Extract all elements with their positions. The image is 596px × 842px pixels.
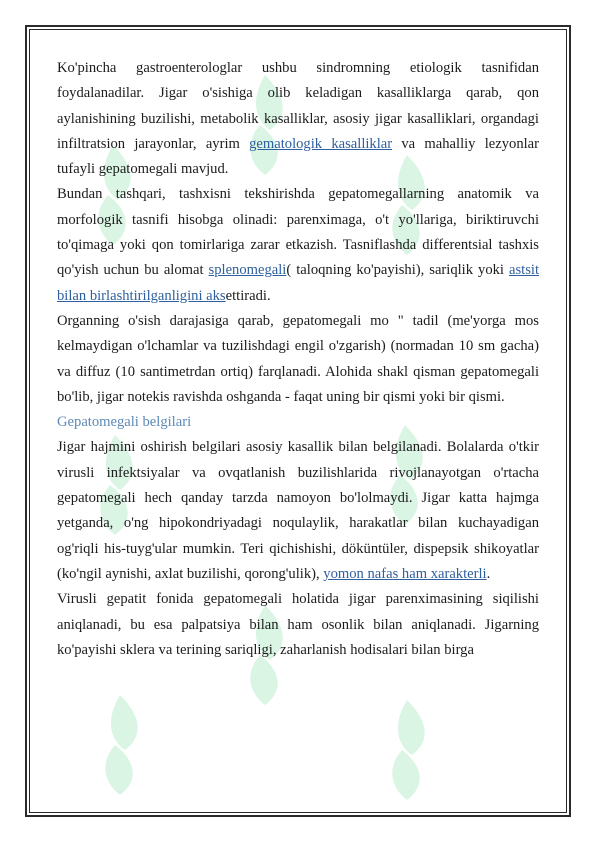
section-heading: Gepatomegali belgilari <box>57 414 192 431</box>
link-bad-breath[interactable]: yomon nafas ham xarakterli <box>323 565 487 582</box>
paragraph-text: ettiradi. <box>225 287 271 304</box>
paragraph-text: Ko'pincha gastroenterologlar ushbu sindromning etiologik tasnifidan foydalanadilar. Jigar o'sishiga olib keladigan kasalliklarga qarab, qon aylanishining buzilishi, metabolik kasalliklar, asosiy jigar kasalliklari, organdagi infiltratsion jarayonlar, ayrim <box>57 60 539 152</box>
paragraph-signs <box>57 435 539 587</box>
paragraph-text: ( taloqning ko'payishi), sariqlik yoki <box>286 262 509 279</box>
paragraph-classification <box>57 182 539 308</box>
paragraph-text: . <box>486 565 491 582</box>
link-ascites[interactable]: astsit bilan birlashtirilganligini aks <box>57 262 539 304</box>
link-hematologic-diseases[interactable]: gematologik kasalliklar <box>249 135 393 152</box>
document-body <box>57 56 539 663</box>
paragraph-text: va mahalliy lezyonlar tufayli gepatomegali mavjud. <box>57 135 540 178</box>
link-splenomegaly[interactable]: splenomegali <box>208 262 287 279</box>
paragraph-viral-hepatitis: Virusli gepatit fonida gepatomegali holatida jigar parenximasining siqilishi aniqlanadi, bu esa palpatsiya bilan ham osonlik bilan aniqlanadi. Jigarning ko'payishi sklera va terining sariqligi, zaharlanish hodisalari bilan birga <box>57 591 539 658</box>
paragraph-text: Jigar hajmini oshirish belgilari asosiy kasallik bilan belgilanadi. Bolalarda o'tkir virusli infektsiyalar va ovqatlanish buzilishlarida rivojlanayotgan o'rtacha gepatomegali hech qanday tarzda namoyon bo'lolmaydi. Jigar katta hajmga yetganda, o'ng hipokondriyadagi noqulaylik, harakatlar bilan kuchayadigan og'riqli his-tuyg'ular mumkin. Teri qichishishi, döküntüler, dispepsik shikoyatlar (ko'ngil aynishi, axlat buzilishi, qorong'ulik), <box>57 439 539 582</box>
paragraph-degree: Organning o'sish darajasiga qarab, gepatomegali mo " tadil (me'yorga mos kelmaydigan o'lchamlar va tuzilishdagi engil o'zgarish) (normadan 10 sm gacha) va diffuz (10 santimetrdan ortiq) farqlanadi. Alohida shakl qisman gepatomegali bo'lib, jigar notekis ravishda oshganda - faqat uning bir qismi yoki bir qismi. <box>57 312 539 405</box>
paragraph-text: Bundan tashqari, tashxisni tekshirishda gepatomegallarning anatomik va morfologik tasnifi hisobga olinadi: parenximaga, o't yo'llariga, biriktiruvchi to'qimaga yoki qon tomirlariga zarar etkazish. Tasniflashda differentsial tashxis qo'yish uchun bu alomat <box>57 186 539 279</box>
paragraph-etiology <box>57 56 539 182</box>
